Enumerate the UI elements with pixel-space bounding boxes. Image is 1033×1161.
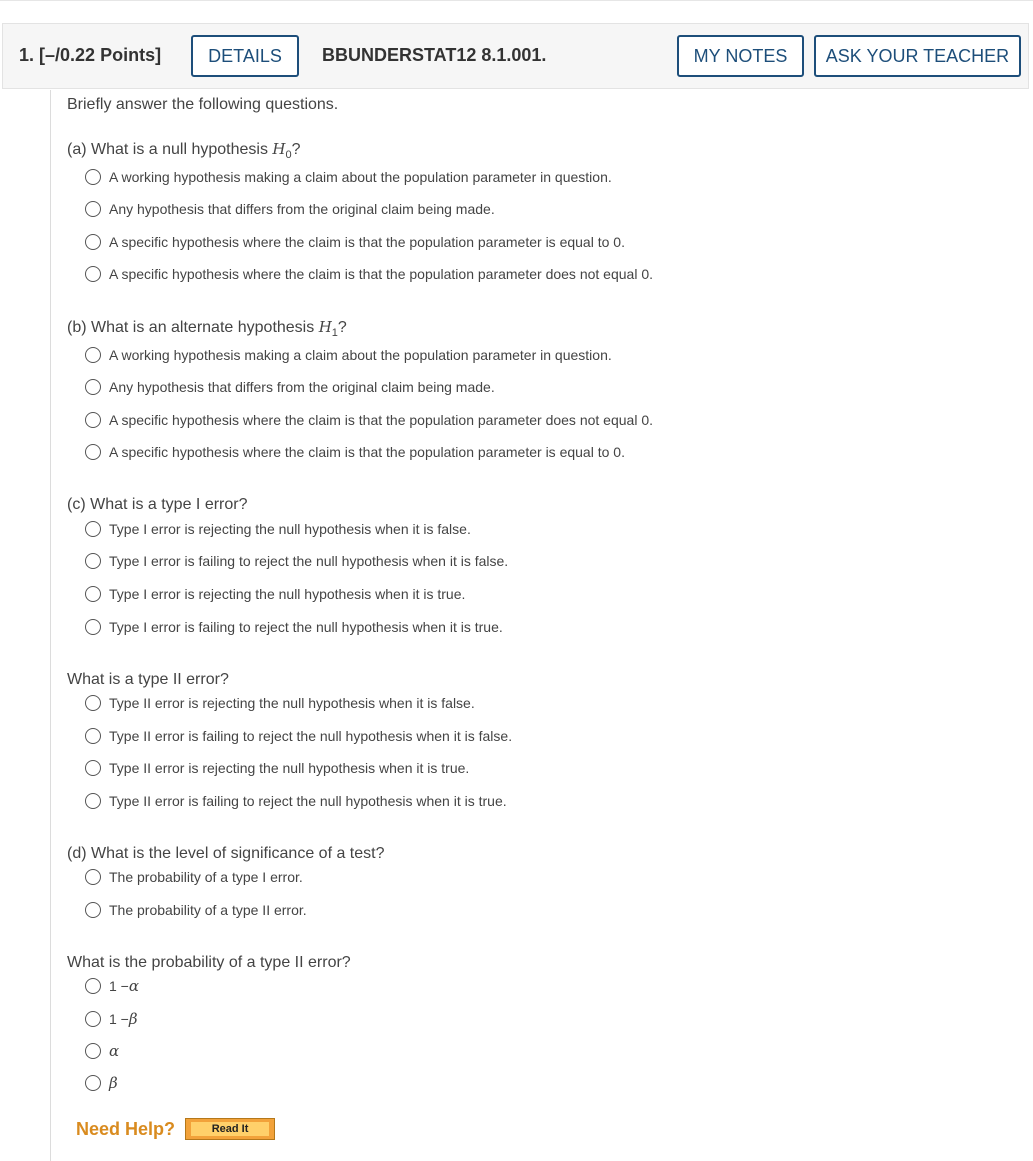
question-number-points: 1. [–/0.22 Points] <box>19 45 162 65</box>
radio-button[interactable] <box>85 521 101 537</box>
question-code: BBUNDERSTAT12 8.1.001. <box>322 45 547 65</box>
radio-button[interactable] <box>85 412 101 428</box>
question-b-option-2[interactable]: Any hypothesis that differs from the original claim being made. <box>85 379 495 395</box>
radio-button[interactable] <box>85 902 101 918</box>
question-d-option-1[interactable]: The probability of a type I error. <box>85 869 303 885</box>
question-b-option-4[interactable]: A specific hypothesis where the claim is that the population parameter is equal to 0. <box>85 444 625 460</box>
question-header <box>2 23 1029 89</box>
radio-button[interactable] <box>85 379 101 395</box>
radio-button[interactable] <box>85 869 101 885</box>
question-type2-option-1[interactable]: Type II error is rejecting the null hypothesis when it is false. <box>85 695 475 711</box>
radio-button[interactable] <box>85 201 101 217</box>
radio-button[interactable] <box>85 347 101 363</box>
read-it-button[interactable]: Read It <box>185 1118 275 1140</box>
radio-button[interactable] <box>85 553 101 569</box>
question-a-option-3[interactable]: A specific hypothesis where the claim is that the population parameter is equal to 0. <box>85 234 625 250</box>
question-body <box>50 90 1030 1161</box>
need-help-section <box>76 1118 275 1140</box>
question-prob-option-1[interactable]: 1 − α <box>85 977 139 995</box>
question-prob-option-2[interactable]: 1 − β <box>85 1010 138 1028</box>
top-divider <box>0 0 1033 1</box>
question-c-title: (c) What is a type I error? <box>67 496 248 513</box>
details-button[interactable]: DETAILS <box>191 35 299 77</box>
radio-button[interactable] <box>85 234 101 250</box>
radio-button[interactable] <box>85 978 101 994</box>
need-help-label: Need Help? <box>76 1118 176 1139</box>
question-b-option-1[interactable]: A working hypothesis making a claim about the population parameter in question. <box>85 347 612 363</box>
ask-your-teacher-button[interactable]: ASK YOUR TEACHER <box>814 35 1021 77</box>
question-prob-type2-title: What is the probability of a type II error? <box>67 954 351 971</box>
question-b-title: (b) What is an alternate hypothesis $H_1$? <box>67 318 347 340</box>
radio-button[interactable] <box>85 760 101 776</box>
question-a-option-1[interactable]: A working hypothesis making a claim about the population parameter in question. <box>85 169 612 185</box>
question-c-option-3[interactable]: Type I error is rejecting the null hypothesis when it is true. <box>85 586 465 602</box>
radio-button[interactable] <box>85 169 101 185</box>
radio-button[interactable] <box>85 266 101 282</box>
my-notes-button[interactable]: MY NOTES <box>677 35 804 77</box>
question-d-title: (d) What is the level of significance of a test? <box>67 845 385 862</box>
question-a-option-2[interactable]: Any hypothesis that differs from the original claim being made. <box>85 201 495 217</box>
question-c-option-2[interactable]: Type I error is failing to reject the null hypothesis when it is false. <box>85 553 508 569</box>
radio-button[interactable] <box>85 1043 101 1059</box>
radio-button[interactable] <box>85 728 101 744</box>
radio-button[interactable] <box>85 586 101 602</box>
question-type2-title: What is a type II error? <box>67 671 229 688</box>
question-c-option-1[interactable]: Type I error is rejecting the null hypothesis when it is false. <box>85 521 471 537</box>
question-d-option-2[interactable]: The probability of a type II error. <box>85 902 307 918</box>
question-a-option-4[interactable]: A specific hypothesis where the claim is that the population parameter does not equal 0. <box>85 266 653 282</box>
question-a-title: (a) What is a null hypothesis $H_0$? <box>67 140 301 162</box>
question-type2-option-2[interactable]: Type II error is failing to reject the null hypothesis when it is false. <box>85 728 512 744</box>
radio-button[interactable] <box>85 1011 101 1027</box>
question-type2-option-3[interactable]: Type II error is rejecting the null hypothesis when it is true. <box>85 760 469 776</box>
question-prob-option-4[interactable]: β <box>85 1074 118 1092</box>
instructions: Briefly answer the following questions. <box>67 96 339 113</box>
radio-button[interactable] <box>85 793 101 809</box>
question-b-option-3[interactable]: A specific hypothesis where the claim is that the population parameter does not equal 0. <box>85 412 653 428</box>
question-type2-option-4[interactable]: Type II error is failing to reject the null hypothesis when it is true. <box>85 793 507 809</box>
question-c-option-4[interactable]: Type I error is failing to reject the null hypothesis when it is true. <box>85 619 503 635</box>
radio-button[interactable] <box>85 695 101 711</box>
radio-button[interactable] <box>85 444 101 460</box>
radio-button[interactable] <box>85 619 101 635</box>
radio-button[interactable] <box>85 1075 101 1091</box>
question-prob-option-3[interactable]: α <box>85 1042 119 1060</box>
